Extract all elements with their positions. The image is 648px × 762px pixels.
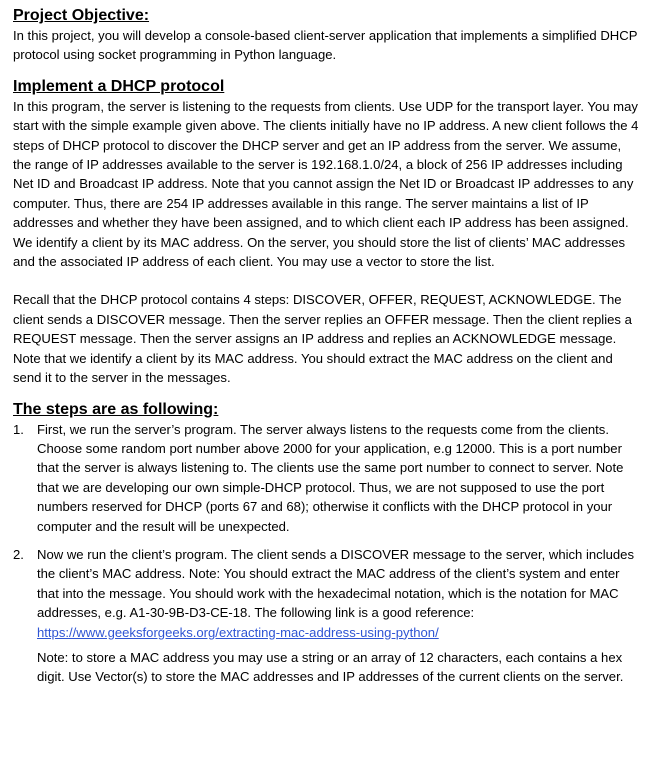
mac-storage-note: Note: to store a MAC address you may use a string or an array of 12 characters, each contains a hex digit. Use Vector(s) to store the MAC addresses and IP addresses of the current clients on the server.	[37, 649, 624, 685]
list-item-text: First, we run the server’s program. The server always listens to the requests come from the clients. Choose some random port number above 2000 for your application, e.g 12000. This is a port number that the server is always listening to. The clients use the same port number to connect to server. Note that we are developing our own simple-DHCP protocol. Thus, we are not supposed to use the port numbers reserved for DHCP (ports 67 and 68); otherwise it conflicts with the DHCP protocol in your computer and the result will be unexpected.	[37, 421, 624, 534]
implement-heading: Implement a DHCP protocol	[13, 77, 225, 95]
document-page	[13, 6, 641, 687]
implement-paragraph-2: Recall that the DHCP protocol contains 4 steps: DISCOVER, OFFER, REQUEST, ACKNOWLEDGE. The client sends a DISCOVER message. Then the server replies an OFFER message. Then the client replies a REQUEST message. Then the server assigns an IP address and replies an ACKNOWLEDGE message. Note that we identify a client by its MAC address. You should extract the MAC address on the client and send it to the server in the messages.	[13, 292, 632, 386]
list-item	[13, 420, 641, 536]
objective-heading: Project Objective:	[13, 7, 150, 24]
steps-list	[13, 420, 641, 687]
objective-text: In this project, you will develop a console-based client-server application that implements a simplified DHCP protocol using socket programming in Python language.	[13, 28, 638, 63]
list-item-number: 2.	[13, 546, 24, 562]
implement-paragraph-1: In this program, the server is listening to the requests from clients. Use UDP for the transport layer. You may start with the simple example given above. The clients initially have no IP address. A new client follows the 4 steps of DHCP protocol to discover the DHCP server and get an IP address from the server. We assume, the range of IP addresses available to the server is 192.168.1.0/24, a block of 256 IP addresses including Net ID and Broadcast IP address. Note that you cannot assign the Net ID or Broadcast IP addresses to any computer. Thus, there are 254 IP addresses available in this range. The server maintains a list of IP addresses and whether they have been assigned, and to which client each IP address has been assigned. We identify a client by its MAC address. On the server, you should store the list of clients’ MAC addresses and the associated IP address of each client. You may use a vector to store the list.	[13, 98, 639, 270]
list-item	[13, 545, 641, 687]
paragraph-spacer	[13, 271, 641, 290]
list-item-number: 1.	[13, 421, 24, 437]
reference-link[interactable]: https://www.geeksforgeeks.org/extracting-mac-address-using-python/	[37, 624, 439, 640]
steps-heading: The steps are as following:	[13, 400, 219, 418]
list-item-text: Now we run the client’s program. The client sends a DISCOVER message to the server, which includes the client’s MAC address. Note: You should extract the MAC address of the client’s system and enter that into the message. You should work with the hexadecimal notation, which is the notation for MAC addresses, e.g. A1-30-9B-D3-CE-18. The following link is a good reference:	[37, 546, 635, 621]
